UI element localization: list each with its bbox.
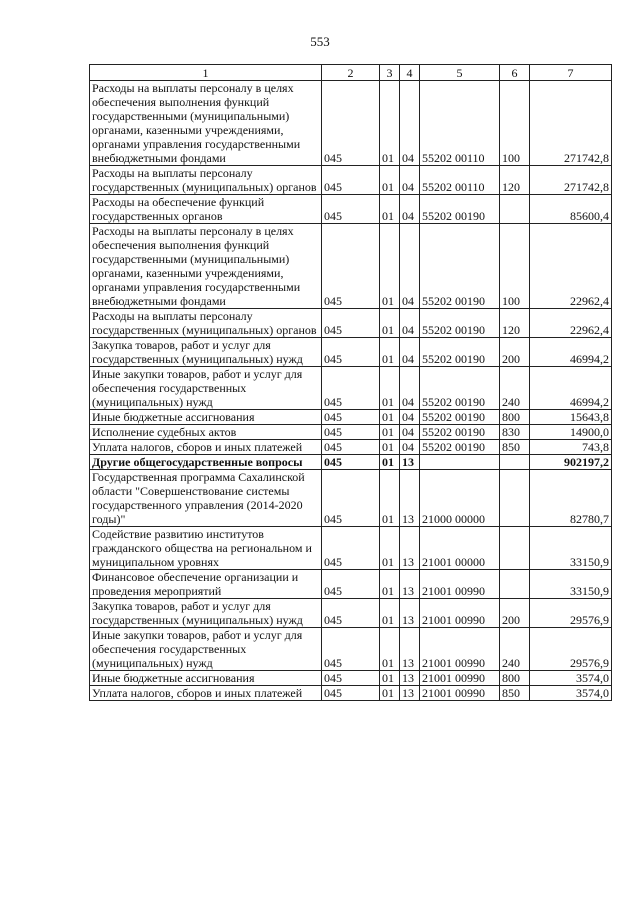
row-sum: 29576,9 (530, 599, 612, 628)
row-rz: 01 (380, 338, 400, 367)
row-ved: 045 (322, 455, 380, 470)
table-row (90, 628, 612, 671)
row-sum: 3574,0 (530, 671, 612, 686)
row-pr: 13 (400, 470, 420, 527)
row-sum: 271742,8 (530, 81, 612, 166)
row-vr: 850 (500, 686, 530, 701)
table-row (90, 338, 612, 367)
row-rz: 01 (380, 195, 400, 224)
row-name: Закупка товаров, работ и услуг для государственных (муниципальных) нужд (90, 338, 322, 367)
row-rz: 01 (380, 628, 400, 671)
row-sum: 33150,9 (530, 527, 612, 570)
row-vr: 100 (500, 81, 530, 166)
table-row (90, 455, 612, 470)
row-vr: 850 (500, 440, 530, 455)
row-pr: 13 (400, 527, 420, 570)
row-vr: 120 (500, 309, 530, 338)
row-sum: 22962,4 (530, 224, 612, 309)
row-vr: 800 (500, 410, 530, 425)
table-row (90, 309, 612, 338)
row-name: Уплата налогов, сборов и иных платежей (90, 686, 322, 701)
row-ved: 045 (322, 440, 380, 455)
row-name: Расходы на выплаты персоналу в целях обеспечения выполнения функций государственными (муниципальными) органами, казенными учреждениями, органами управления государственными внебюджетными фондами (90, 81, 322, 166)
row-pr: 04 (400, 81, 420, 166)
row-name: Иные бюджетные ассигнования (90, 671, 322, 686)
row-ved: 045 (322, 628, 380, 671)
row-sum: 15643,8 (530, 410, 612, 425)
row-name: Финансовое обеспечение организации и проведения мероприятий (90, 570, 322, 599)
row-pr: 04 (400, 309, 420, 338)
header-col-2: 2 (322, 65, 380, 81)
row-pr: 04 (400, 195, 420, 224)
row-sum: 82780,7 (530, 470, 612, 527)
header-col-3: 3 (380, 65, 400, 81)
row-pr: 04 (400, 166, 420, 195)
row-vr (500, 570, 530, 599)
row-pr: 04 (400, 367, 420, 410)
row-sum: 14900,0 (530, 425, 612, 440)
row-csr: 21001 00990 (420, 628, 500, 671)
row-pr: 13 (400, 570, 420, 599)
row-name: Исполнение судебных актов (90, 425, 322, 440)
row-rz: 01 (380, 224, 400, 309)
row-rz: 01 (380, 570, 400, 599)
row-rz: 01 (380, 81, 400, 166)
row-rz: 01 (380, 367, 400, 410)
row-name: Расходы на выплаты персоналу в целях обеспечения выполнения функций государственными (муниципальными) органами, казенными учреждениями, органами управления государственными внебюджетными фондами (90, 224, 322, 309)
table-row (90, 470, 612, 527)
table-row (90, 686, 612, 701)
row-rz: 01 (380, 410, 400, 425)
row-pr: 13 (400, 599, 420, 628)
row-ved: 045 (322, 470, 380, 527)
row-sum: 22962,4 (530, 309, 612, 338)
row-pr: 04 (400, 338, 420, 367)
table-row (90, 425, 612, 440)
row-csr: 21001 00990 (420, 686, 500, 701)
row-name: Расходы на обеспечение функций государственных органов (90, 195, 322, 224)
row-name: Закупка товаров, работ и услуг для государственных (муниципальных) нужд (90, 599, 322, 628)
row-csr: 21001 00990 (420, 570, 500, 599)
table-row (90, 195, 612, 224)
row-vr: 830 (500, 425, 530, 440)
header-col-5: 5 (420, 65, 500, 81)
row-ved: 045 (322, 410, 380, 425)
row-csr: 55202 00190 (420, 338, 500, 367)
table-row (90, 166, 612, 195)
row-ved: 045 (322, 599, 380, 628)
row-rz: 01 (380, 527, 400, 570)
row-csr: 55202 00110 (420, 166, 500, 195)
row-pr: 13 (400, 455, 420, 470)
page-number: 553 (310, 34, 330, 49)
row-vr: 200 (500, 599, 530, 628)
row-pr: 13 (400, 671, 420, 686)
row-rz: 01 (380, 309, 400, 338)
row-pr: 04 (400, 440, 420, 455)
row-csr: 55202 00110 (420, 81, 500, 166)
row-name: Государственная программа Сахалинской области "Совершенствование системы государственного управления (2014-2020 годы)" (90, 470, 322, 527)
row-ved: 045 (322, 425, 380, 440)
row-name: Иные бюджетные ассигнования (90, 410, 322, 425)
row-sum: 85600,4 (530, 195, 612, 224)
budget-table (89, 64, 612, 701)
row-vr: 120 (500, 166, 530, 195)
row-vr: 100 (500, 224, 530, 309)
row-csr (420, 455, 500, 470)
row-rz: 01 (380, 440, 400, 455)
row-pr: 04 (400, 425, 420, 440)
row-name: Содействие развитию институтов гражданского общества на региональном и муниципальном уровнях (90, 527, 322, 570)
row-csr: 55202 00190 (420, 410, 500, 425)
row-vr: 200 (500, 338, 530, 367)
row-ved: 045 (322, 166, 380, 195)
row-csr: 55202 00190 (420, 440, 500, 455)
row-ved: 045 (322, 195, 380, 224)
row-csr: 21001 00990 (420, 671, 500, 686)
row-name: Расходы на выплаты персоналу государственных (муниципальных) органов (90, 309, 322, 338)
row-name: Иные закупки товаров, работ и услуг для обеспечения государственных (муниципальных) нужд (90, 367, 322, 410)
table-row (90, 599, 612, 628)
row-csr: 21001 00000 (420, 527, 500, 570)
row-pr: 13 (400, 628, 420, 671)
row-name: Расходы на выплаты персоналу государственных (муниципальных) органов (90, 166, 322, 195)
row-vr (500, 470, 530, 527)
row-name: Другие общегосударственные вопросы (90, 455, 322, 470)
header-row (90, 65, 612, 81)
row-sum: 33150,9 (530, 570, 612, 599)
row-name: Уплата налогов, сборов и иных платежей (90, 440, 322, 455)
row-sum: 46994,2 (530, 338, 612, 367)
row-vr: 240 (500, 367, 530, 410)
row-sum: 29576,9 (530, 628, 612, 671)
row-rz: 01 (380, 686, 400, 701)
row-pr: 13 (400, 686, 420, 701)
row-sum: 3574,0 (530, 686, 612, 701)
table-row (90, 440, 612, 455)
header-col-1: 1 (90, 65, 322, 81)
row-ved: 045 (322, 367, 380, 410)
row-name: Иные закупки товаров, работ и услуг для обеспечения государственных (муниципальных) нужд (90, 628, 322, 671)
table-row (90, 81, 612, 166)
row-rz: 01 (380, 455, 400, 470)
header-col-4: 4 (400, 65, 420, 81)
row-vr (500, 455, 530, 470)
table-row (90, 224, 612, 309)
table-row (90, 410, 612, 425)
row-sum: 743,8 (530, 440, 612, 455)
row-rz: 01 (380, 599, 400, 628)
row-csr: 21001 00990 (420, 599, 500, 628)
row-ved: 045 (322, 686, 380, 701)
row-csr: 55202 00190 (420, 224, 500, 309)
table-row (90, 527, 612, 570)
row-ved: 045 (322, 224, 380, 309)
row-ved: 045 (322, 671, 380, 686)
row-csr: 55202 00190 (420, 367, 500, 410)
table-row (90, 367, 612, 410)
row-rz: 01 (380, 671, 400, 686)
row-csr: 55202 00190 (420, 195, 500, 224)
row-vr: 240 (500, 628, 530, 671)
row-ved: 045 (322, 309, 380, 338)
row-csr: 21000 00000 (420, 470, 500, 527)
row-sum: 902197,2 (530, 455, 612, 470)
header-col-6: 6 (500, 65, 530, 81)
row-ved: 045 (322, 570, 380, 599)
row-csr: 55202 00190 (420, 425, 500, 440)
row-vr (500, 195, 530, 224)
row-rz: 01 (380, 425, 400, 440)
row-vr (500, 527, 530, 570)
row-ved: 045 (322, 527, 380, 570)
table-row (90, 570, 612, 599)
row-ved: 045 (322, 338, 380, 367)
row-pr: 04 (400, 410, 420, 425)
row-sum: 271742,8 (530, 166, 612, 195)
header-col-7: 7 (530, 65, 612, 81)
row-rz: 01 (380, 470, 400, 527)
row-pr: 04 (400, 224, 420, 309)
table-row (90, 671, 612, 686)
row-rz: 01 (380, 166, 400, 195)
row-vr: 800 (500, 671, 530, 686)
row-ved: 045 (322, 81, 380, 166)
row-csr: 55202 00190 (420, 309, 500, 338)
row-sum: 46994,2 (530, 367, 612, 410)
